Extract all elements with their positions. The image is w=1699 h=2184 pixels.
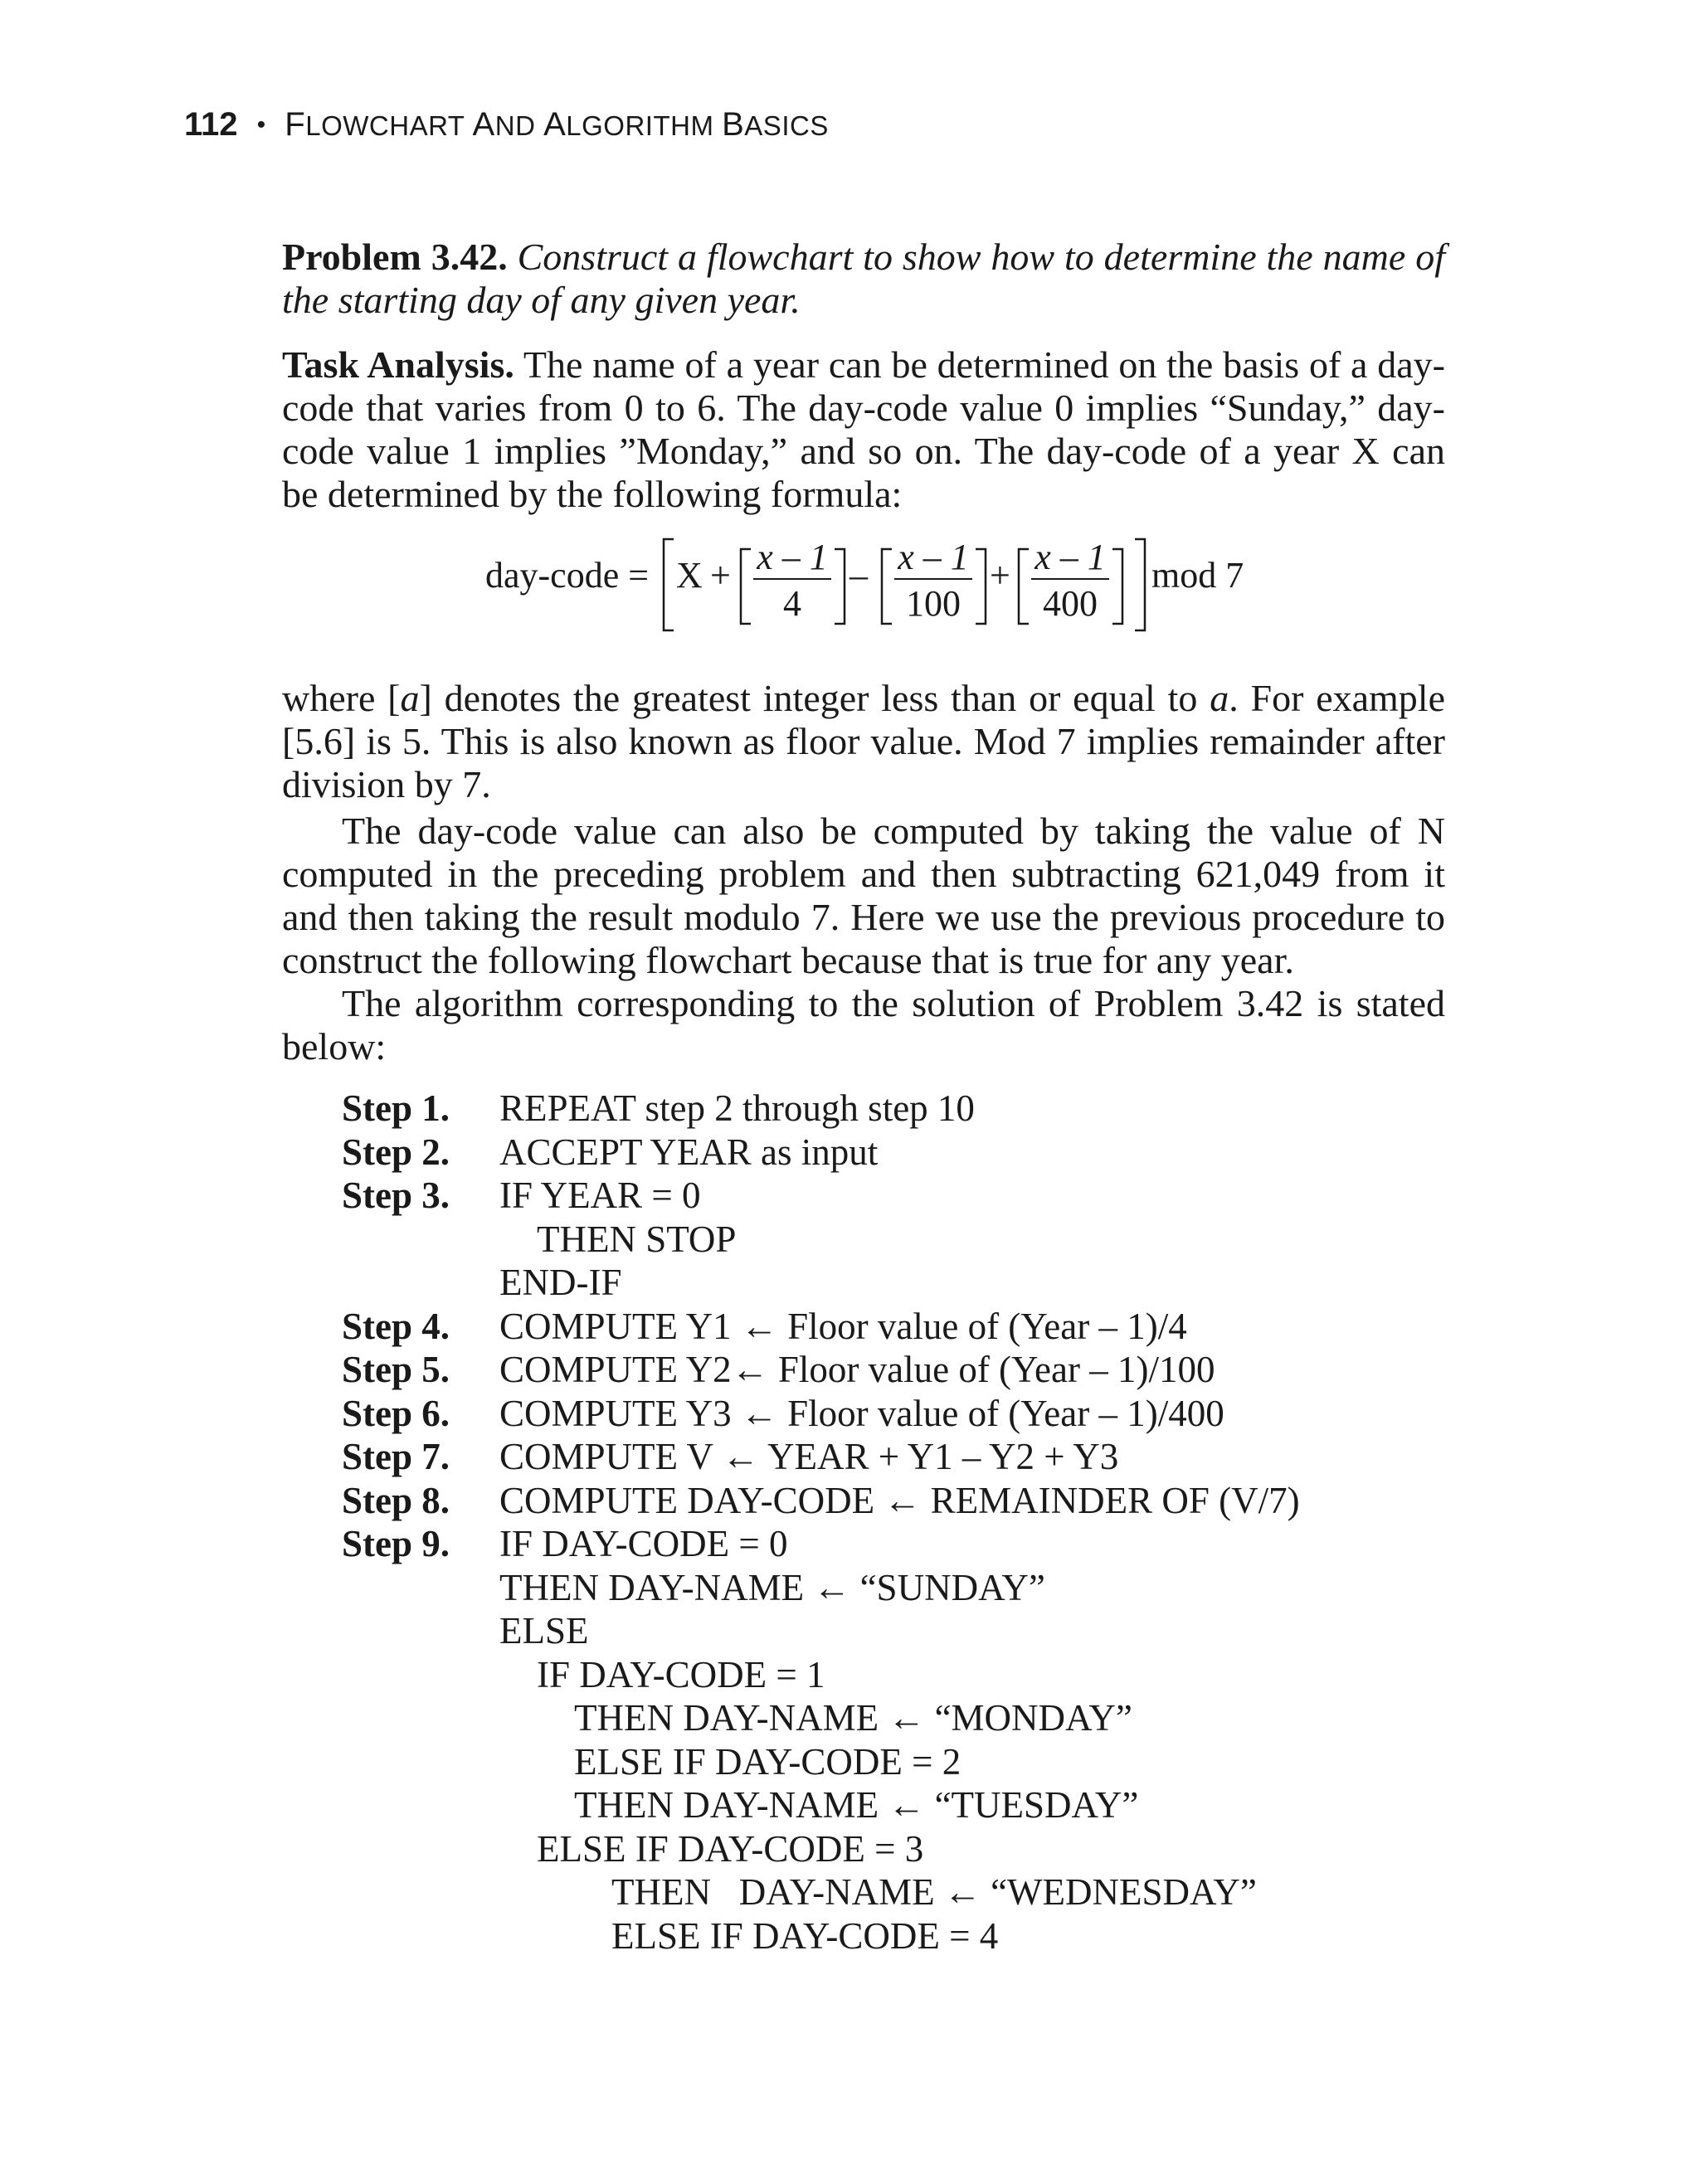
term3-left-bracket	[1019, 549, 1029, 624]
term2-numerator: x – 1	[898, 537, 969, 577]
term1-numerator: x – 1	[757, 537, 828, 577]
term1-left-bracket	[741, 549, 751, 624]
step-text: ELSE IF DAY-CODE = 4	[611, 1914, 999, 1957]
task-analysis-label: Task Analysis.	[282, 343, 514, 386]
step-text: COMPUTE V ← YEAR + Y1 – Y2 + Y3	[499, 1436, 1119, 1477]
term2-right-bracket	[976, 549, 986, 624]
step-text: COMPUTE Y3 ← Floor value of (Year – 1)/400	[499, 1392, 1224, 1434]
step-label: Step 5.	[342, 1349, 450, 1390]
step-text: ELSE	[499, 1610, 589, 1651]
step-text: THEN DAY-NAME ← “TUESDAY”	[574, 1784, 1139, 1826]
formula-graphic	[0, 531, 1699, 647]
step-text: END-IF	[499, 1262, 622, 1303]
step-text: COMPUTE DAY-CODE ← REMAINDER OF (V/7)	[499, 1479, 1300, 1521]
step-text: ELSE IF DAY-CODE = 3	[537, 1827, 924, 1870]
step-label: Step 8.	[342, 1479, 450, 1521]
step-label: Step 2.	[342, 1131, 450, 1173]
step-text: ACCEPT YEAR as input	[499, 1131, 879, 1173]
outer-left-bracket	[664, 539, 674, 630]
where-var-a-2: a	[1210, 677, 1229, 719]
problem-label: Problem 3.42.	[282, 236, 508, 278]
day-code-formula	[0, 531, 1699, 647]
header-separator: •	[256, 111, 266, 139]
task-analysis-text: The name of a year can be determined on the basis of a day-code that varies from 0 to 6. The day-code value 0 implies “Sunday,” day-code value 1 implies ”Monday,” and so on. The day-code of a year X can be determined by the following formula:	[282, 343, 1445, 515]
step-text: IF YEAR = 0	[499, 1175, 701, 1216]
formula-plus-1: +	[710, 555, 731, 596]
where-text-2: ] denotes the greatest integer less than or equal to	[419, 677, 1210, 719]
paragraph-algorithm-intro: The algorithm corresponding to the solution of Problem 3.42 is stated below:	[282, 982, 1445, 1068]
step-label: Step 3.	[342, 1175, 450, 1216]
problem-statement	[282, 236, 1445, 322]
step-text: COMPUTE Y2← Floor value of (Year – 1)/100	[499, 1349, 1215, 1390]
step-text: ELSE IF DAY-CODE = 2	[574, 1740, 961, 1783]
formula-mod: mod 7	[1151, 555, 1244, 596]
running-header	[184, 106, 829, 146]
step-label: Step 9.	[342, 1523, 450, 1564]
step-label: Step 4.	[342, 1305, 450, 1347]
step-label: Step 1.	[342, 1087, 450, 1129]
step-text: IF DAY-CODE = 0	[499, 1523, 788, 1564]
step-label: Step 6.	[342, 1392, 450, 1434]
term2-left-bracket	[882, 549, 892, 624]
outer-right-bracket	[1135, 539, 1145, 630]
where-var-a: a	[400, 677, 420, 719]
paragraph-alternative-method: The day-code value can also be computed by taking the value of N computed in the preceding problem and then subtracting 621,049 from it and then taking the result modulo 7. Here we use the previous procedure to construct the following flowchart because that is true for any year.	[282, 810, 1445, 981]
step-text: THEN STOP	[537, 1218, 737, 1260]
formula-plus-2: +	[990, 555, 1010, 596]
step-text: COMPUTE Y1 ← Floor value of (Year – 1)/4	[499, 1305, 1187, 1347]
formula-x: X	[676, 555, 703, 596]
running-title: FLOWCHART AND ALGORITHM BASICS	[285, 106, 829, 143]
step-text: THEN DAY-NAME ← “SUNDAY”	[499, 1566, 1045, 1608]
term2-denominator: 100	[906, 583, 961, 624]
task-analysis	[282, 343, 1445, 516]
where-text-3: . For example [5.6] is 5. This is also known as floor value. Mod 7 implies remainder after division by 7.	[282, 677, 1445, 805]
step-label: Step 7.	[342, 1436, 450, 1477]
step-text: REPEAT step 2 through step 10	[499, 1087, 975, 1129]
formula-lhs: day-code =	[485, 555, 650, 596]
where-paragraph	[282, 677, 1445, 806]
page-number: 112	[184, 106, 238, 143]
term3-denominator: 400	[1043, 583, 1098, 624]
term1-denominator: 4	[783, 583, 801, 624]
term1-right-bracket	[835, 549, 845, 624]
formula-minus: –	[850, 555, 868, 596]
step-text: IF DAY-CODE = 1	[537, 1653, 825, 1695]
problem-text: Construct a flowchart to show how to determine the name of the starting day of any given year.	[282, 236, 1445, 321]
step-text: THEN DAY-NAME ← “MONDAY”	[574, 1697, 1132, 1739]
where-text-1: where [	[282, 677, 401, 719]
term3-right-bracket	[1112, 549, 1122, 624]
step-text: THEN DAY-NAME ← “WEDNESDAY”	[611, 1871, 1257, 1913]
term3-numerator: x – 1	[1034, 537, 1106, 577]
